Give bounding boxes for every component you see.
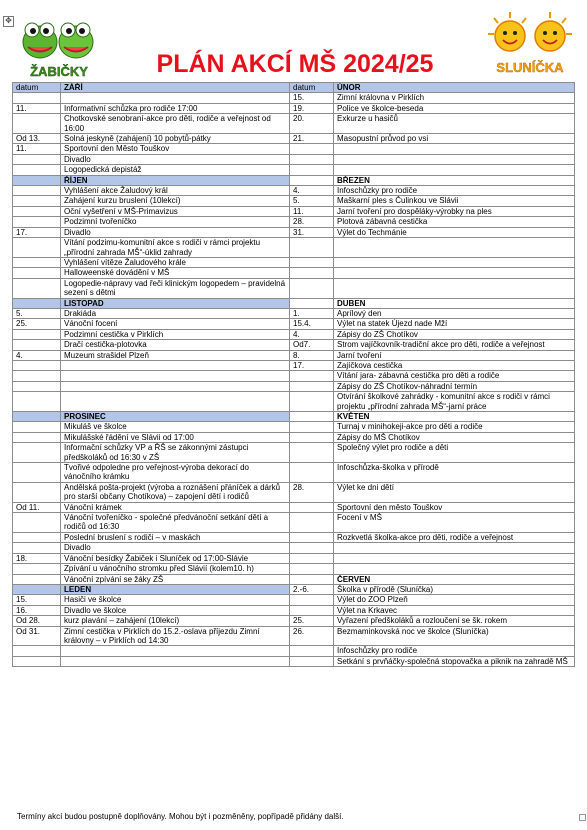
- row-event-left: Vánoční focení: [61, 319, 290, 329]
- month-header-right: ČERVEN: [334, 574, 575, 584]
- row-date-right: [290, 278, 334, 298]
- row-event-right: Výlet do Techmánie: [334, 227, 575, 237]
- row-date-right: [290, 371, 334, 381]
- row-date-left: [13, 206, 61, 216]
- row-date-right: [290, 257, 334, 267]
- row-date-right: 17.: [290, 360, 334, 370]
- row-event-right: Plotová zábavná cestička: [334, 217, 575, 227]
- row-date-left: [13, 513, 61, 533]
- row-date-right: [290, 154, 334, 164]
- row-event-left: Mikuláš ve školce: [61, 422, 290, 432]
- table-row: [13, 217, 575, 227]
- row-event-right: Výlet na statek Újezd nade Mží: [334, 319, 575, 329]
- row-date-left: Od 28.: [13, 616, 61, 626]
- row-date-right: 19.: [290, 103, 334, 113]
- row-date-left: [13, 268, 61, 278]
- row-event-right: Školka v přírodě (Sluníčka): [334, 584, 575, 594]
- row-event-left: Hasiči ve školce: [61, 595, 290, 605]
- row-event-left: Muzeum strašidel Plzeň: [61, 350, 290, 360]
- row-date-left: Od 11.: [13, 502, 61, 512]
- row-date-right: [290, 412, 334, 422]
- header-date-left: datum: [13, 83, 61, 93]
- table-row: [13, 268, 575, 278]
- row-event-right: Turnaj v minihokeji-akce pro děti a rodiče: [334, 422, 575, 432]
- table-row: [13, 553, 575, 563]
- table-row: [13, 360, 575, 370]
- row-event-left: Logopedie-nápravy vad řeči klinickým logopedem – pravidelná sezení s dětmi: [61, 278, 290, 298]
- row-event-right: Jarní tvoření: [334, 350, 575, 360]
- row-event-right: Zápisy do MŠ Chotíkov: [334, 432, 575, 442]
- slunicka-logo: [482, 10, 578, 78]
- row-date-right: [290, 656, 334, 666]
- row-date-left: [13, 443, 61, 463]
- month-header-left: ŘÍJEN: [61, 175, 290, 185]
- row-date-right: [290, 432, 334, 442]
- table-row: [13, 564, 575, 574]
- table-row: [13, 134, 575, 144]
- row-date-left: [13, 656, 61, 666]
- table-row: [13, 422, 575, 432]
- table-row: [13, 257, 575, 267]
- table-header-row: [13, 83, 575, 93]
- row-date-left: 5.: [13, 308, 61, 318]
- row-date-right: 5.: [290, 196, 334, 206]
- row-event-left: Zahájení kurzu bruslení (10lekcí): [61, 196, 290, 206]
- row-event-right: Jarní tvoření pro dospěláky-výrobky na ples: [334, 206, 575, 216]
- row-date-right: [290, 381, 334, 391]
- table-row: [13, 392, 575, 412]
- row-event-right: Exkurze u hasičů: [334, 114, 575, 134]
- row-date-left: [13, 381, 61, 391]
- row-date-right: 28.: [290, 482, 334, 502]
- row-event-left: [61, 392, 290, 412]
- table-row: [13, 93, 575, 103]
- row-event-left: Sportovní den Město Touškov: [61, 144, 290, 154]
- table-row: [13, 165, 575, 175]
- row-date-left: [13, 432, 61, 442]
- table-row: [13, 278, 575, 298]
- row-event-left: Vánoční tvořeníčko - společné předvánoční setkání dětí a rodičů od 16:30: [61, 513, 290, 533]
- row-date-left: 4.: [13, 350, 61, 360]
- row-date-left: [13, 371, 61, 381]
- table-row: [13, 412, 575, 422]
- row-event-left: Podzimní cestička v Pirklích: [61, 329, 290, 339]
- row-event-left: Zimní cestička v Pirklích do 15.2.-oslava příjezdu Zimní královny – v Pirklích od 14:30: [61, 626, 290, 646]
- table-row: [13, 175, 575, 185]
- row-date-left: 17.: [13, 227, 61, 237]
- row-date-left: 18.: [13, 553, 61, 563]
- row-event-left: Informativní schůzka pro rodiče 17:00: [61, 103, 290, 113]
- row-date-right: 4.: [290, 329, 334, 339]
- row-event-left: Vánoční krámek: [61, 502, 290, 512]
- month-header-left: LISTOPAD: [61, 298, 290, 308]
- table-row: [13, 298, 575, 308]
- row-date-right: 31.: [290, 227, 334, 237]
- row-date-left: [13, 422, 61, 432]
- row-event-left: [61, 656, 290, 666]
- row-date-left: Od 31.: [13, 626, 61, 646]
- row-event-right: Sportovní den město Touškov: [334, 502, 575, 512]
- row-event-right: Výlet ke dni dětí: [334, 482, 575, 502]
- row-event-left: Andělská pošta-projekt (výroba a roznášení přáníček a dárků pro starší občany Chotíkova) – zapojení dětí i rodičů: [61, 482, 290, 502]
- row-event-right: [334, 154, 575, 164]
- header-month-left: ZÁŘÍ: [61, 83, 290, 93]
- row-date-right: [290, 238, 334, 258]
- row-date-right: [290, 144, 334, 154]
- zabicky-logo: [14, 12, 104, 80]
- row-event-right: [334, 165, 575, 175]
- row-event-left: Zpívání u vánočního stromku před Slávií (kolem10. h): [61, 564, 290, 574]
- row-event-right: Zajíčkova cestička: [334, 360, 575, 370]
- row-date-left: [13, 298, 61, 308]
- row-date-left: [13, 238, 61, 258]
- row-date-right: 21.: [290, 134, 334, 144]
- row-date-left: 15.: [13, 595, 61, 605]
- row-date-left: [13, 412, 61, 422]
- month-header-right: BŘEZEN: [334, 175, 575, 185]
- row-date-right: [290, 422, 334, 432]
- row-event-left: Tvořivé odpoledne pro veřejnost-výroba dekorací do vánočního krámku: [61, 463, 290, 483]
- table-row: [13, 595, 575, 605]
- table-row: [13, 196, 575, 206]
- row-event-left: Mikulášské řádění ve Slávii od 17:00: [61, 432, 290, 442]
- row-event-right: Strom vajíčkovník-tradiční akce pro děti, rodiče a veřejnost: [334, 340, 575, 350]
- row-event-left: Poslední bruslení s rodiči – v maskách: [61, 532, 290, 542]
- row-event-left: Solná jeskyně (zahájení) 10 pobytů-pátky: [61, 134, 290, 144]
- row-event-right: Výlet na Krkavec: [334, 605, 575, 615]
- row-date-left: [13, 574, 61, 584]
- table-row: [13, 502, 575, 512]
- row-date-left: [13, 482, 61, 502]
- row-event-right: Výlet do ZOO Plzeň: [334, 595, 575, 605]
- row-event-left: [61, 93, 290, 103]
- row-date-left: [13, 196, 61, 206]
- table-row: [13, 350, 575, 360]
- row-event-right: Bezmaminkovská noc ve školce (Sluníčka): [334, 626, 575, 646]
- table-row: [13, 319, 575, 329]
- row-date-right: [290, 443, 334, 463]
- row-date-right: [290, 175, 334, 185]
- row-date-right: 1.: [290, 308, 334, 318]
- row-date-right: [290, 298, 334, 308]
- table-row: [13, 103, 575, 113]
- row-date-right: 28.: [290, 217, 334, 227]
- header-month-right: ÚNOR: [334, 83, 575, 93]
- row-event-right: Maškarní ples s Čulinkou ve Slávii: [334, 196, 575, 206]
- row-event-left: Vyhlášení vítěze Žaludového krále: [61, 257, 290, 267]
- table-row: [13, 308, 575, 318]
- table-row: [13, 227, 575, 237]
- row-event-left: Podzimní tvořeníčko: [61, 217, 290, 227]
- row-date-right: [290, 543, 334, 553]
- table-row: [13, 532, 575, 542]
- row-event-right: Zápisy do ZŠ Chotíkov: [334, 329, 575, 339]
- zabicky-logo-text: ŽABIČKY: [30, 64, 88, 79]
- month-header-right: DUBEN: [334, 298, 575, 308]
- row-event-left: Drakiáda: [61, 308, 290, 318]
- row-event-right: Zápisy do ZŠ Chotíkov-náhradní termín: [334, 381, 575, 391]
- row-date-left: [13, 463, 61, 483]
- row-date-left: [13, 217, 61, 227]
- row-event-left: [61, 360, 290, 370]
- row-date-right: [290, 605, 334, 615]
- table-row: [13, 114, 575, 134]
- row-event-right: Společný výlet pro rodiče a děti: [334, 443, 575, 463]
- table-resize-handle[interactable]: [579, 814, 586, 821]
- row-event-right: Masopustní průvod po vsi: [334, 134, 575, 144]
- table-row: [13, 574, 575, 584]
- row-date-right: [290, 553, 334, 563]
- row-date-right: 8.: [290, 350, 334, 360]
- row-date-right: 15.: [290, 93, 334, 103]
- table-row: [13, 443, 575, 463]
- row-event-left: Divadlo: [61, 227, 290, 237]
- row-event-left: Vyhlášení akce Žaludový král: [61, 186, 290, 196]
- table-row: [13, 513, 575, 533]
- table-row: [13, 154, 575, 164]
- row-event-left: Vánoční besídky Žabiček i Sluníček od 17:00-Slávie: [61, 553, 290, 563]
- row-date-right: 4.: [290, 186, 334, 196]
- table-row: [13, 463, 575, 483]
- footer-note: Termíny akcí budou postupně doplňovány. Mohou být i pozměněny, popřípadě přidány další.: [17, 812, 344, 821]
- row-event-right: Aprílový den: [334, 308, 575, 318]
- row-event-left: [61, 646, 290, 656]
- row-date-right: Od7.: [290, 340, 334, 350]
- row-date-right: [290, 165, 334, 175]
- row-event-left: Divadlo: [61, 154, 290, 164]
- row-event-left: [61, 381, 290, 391]
- row-date-right: 20.: [290, 114, 334, 134]
- table-row: [13, 646, 575, 656]
- table-row: [13, 329, 575, 339]
- row-date-left: [13, 278, 61, 298]
- table-row: [13, 206, 575, 216]
- row-event-right: Rozkvetlá školka-akce pro děti, rodiče a veřejnost: [334, 532, 575, 542]
- row-event-right: Vítání jara- zábavná cestička pro děti a rodiče: [334, 371, 575, 381]
- row-event-right: Otvírání školkové zahrádky - komunitní akce s rodiči v rámci projektu „přírodní zahrada MŠ“-jarní práce: [334, 392, 575, 412]
- row-event-right: Infoschůzka-školka v přírodě: [334, 463, 575, 483]
- row-date-left: 25.: [13, 319, 61, 329]
- row-date-left: [13, 392, 61, 412]
- row-date-left: [13, 543, 61, 553]
- row-date-right: [290, 646, 334, 656]
- month-header-left: LEDEN: [61, 584, 290, 594]
- table-row: [13, 605, 575, 615]
- row-event-right: [334, 144, 575, 154]
- table-row: [13, 482, 575, 502]
- row-event-left: Vítání podzimu-komunitní akce s rodiči v rámci projektu „přírodní zahrada MŠ“-úklid zahrady: [61, 238, 290, 258]
- table-row: [13, 381, 575, 391]
- row-date-left: [13, 114, 61, 134]
- row-date-right: 25.: [290, 616, 334, 626]
- header-date-right: datum: [290, 83, 334, 93]
- row-event-right: Infoschůzky pro rodiče: [334, 646, 575, 656]
- table-row: [13, 656, 575, 666]
- row-event-left: Informační schůzky VP a ŘŠ se zákonnými zástupci předškoláků od 16:30 v ZŠ: [61, 443, 290, 463]
- row-date-left: [13, 93, 61, 103]
- row-date-left: [13, 564, 61, 574]
- row-date-left: [13, 175, 61, 185]
- row-date-right: [290, 532, 334, 542]
- row-date-right: 15.4.: [290, 319, 334, 329]
- row-event-right: [334, 543, 575, 553]
- row-date-left: [13, 186, 61, 196]
- row-event-left: Logopedická depistáž: [61, 165, 290, 175]
- row-date-left: [13, 154, 61, 164]
- month-header-right: KVĚTEN: [334, 412, 575, 422]
- row-date-left: [13, 329, 61, 339]
- row-event-right: [334, 553, 575, 563]
- row-date-left: [13, 257, 61, 267]
- row-date-right: 11.: [290, 206, 334, 216]
- row-event-left: Divadlo: [61, 543, 290, 553]
- row-event-right: Infoschůzky pro rodiče: [334, 186, 575, 196]
- table-row: [13, 432, 575, 442]
- row-date-left: 16.: [13, 605, 61, 615]
- table-row: [13, 238, 575, 258]
- table-row: [13, 340, 575, 350]
- row-event-right: Focení v MŠ: [334, 513, 575, 533]
- row-event-right: Vyřazení předškoláků a rozloučení se šk. rokem: [334, 616, 575, 626]
- row-event-left: Divadlo ve školce: [61, 605, 290, 615]
- row-date-right: [290, 513, 334, 533]
- row-date-left: Od 13.: [13, 134, 61, 144]
- row-event-right: Zimní královna v Pirklích: [334, 93, 575, 103]
- row-date-left: [13, 165, 61, 175]
- row-date-left: [13, 646, 61, 656]
- month-header-left: PROSINEC: [61, 412, 290, 422]
- row-date-right: [290, 463, 334, 483]
- slunicka-logo-text: SLUNÍČKA: [496, 60, 564, 75]
- row-event-left: Oční vyšetření v MŠ-Primavizus: [61, 206, 290, 216]
- row-date-left: [13, 340, 61, 350]
- table-row: [13, 584, 575, 594]
- row-event-right: [334, 278, 575, 298]
- row-event-left: [61, 371, 290, 381]
- row-event-right: [334, 268, 575, 278]
- table-row: [13, 186, 575, 196]
- row-event-right: [334, 238, 575, 258]
- row-event-left: Chotkovské senobraní-akce pro děti, rodiče a veřejnost od 16:00: [61, 114, 290, 134]
- row-event-left: Halloweenské dovádění v MŠ: [61, 268, 290, 278]
- row-event-right: [334, 257, 575, 267]
- page-title: PLÁN AKCÍ MŠ 2024/25: [156, 50, 434, 78]
- row-date-left: [13, 360, 61, 370]
- row-date-left: 11.: [13, 144, 61, 154]
- row-date-right: 26.: [290, 626, 334, 646]
- row-date-right: [290, 268, 334, 278]
- table-move-handle[interactable]: ✥: [3, 16, 14, 27]
- events-table: [12, 82, 575, 667]
- row-date-left: [13, 532, 61, 542]
- table-row: [13, 626, 575, 646]
- row-event-right: Setkání s prvňáčky-společná stopovačka a piknik na zahradě MŠ: [334, 656, 575, 666]
- row-date-left: [13, 584, 61, 594]
- row-date-right: [290, 595, 334, 605]
- row-date-right: [290, 392, 334, 412]
- row-event-right: Police ve školce-beseda: [334, 103, 575, 113]
- row-date-right: [290, 574, 334, 584]
- row-event-left: kurz plavání – zahájení (10lekcí): [61, 616, 290, 626]
- row-date-right: [290, 564, 334, 574]
- row-event-left: Vánoční zpívání se žáky ZŠ: [61, 574, 290, 584]
- row-date-right: 2.-6.: [290, 584, 334, 594]
- table-row: [13, 144, 575, 154]
- row-date-right: [290, 502, 334, 512]
- row-event-right: [334, 564, 575, 574]
- table-row: [13, 371, 575, 381]
- row-date-left: 11.: [13, 103, 61, 113]
- table-row: [13, 543, 575, 553]
- row-event-left: Dračí cestička-plotovka: [61, 340, 290, 350]
- table-row: [13, 616, 575, 626]
